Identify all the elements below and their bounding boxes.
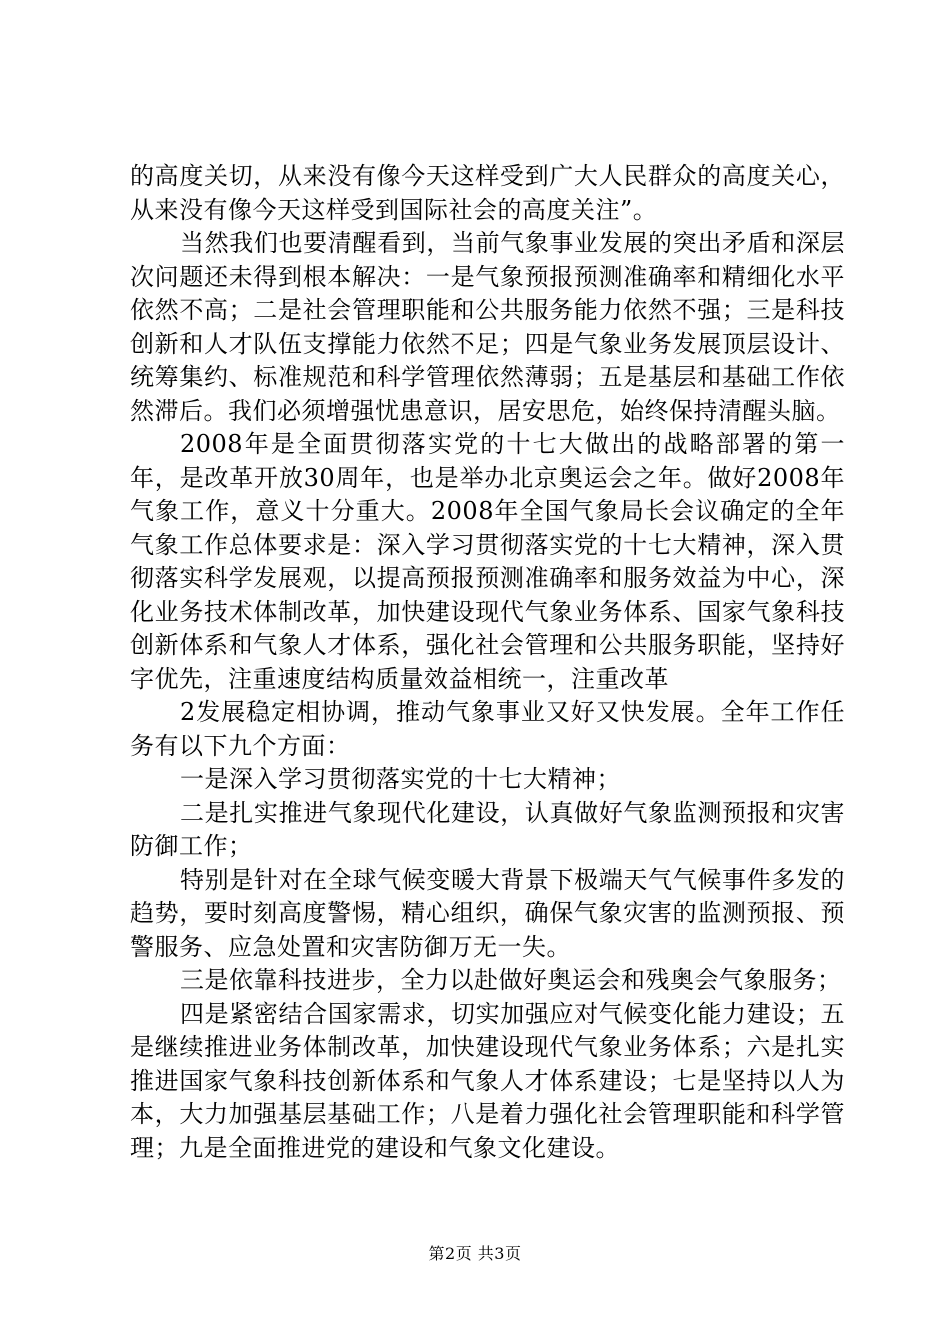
paragraph-7: 特别是针对在全球气候变暖大背景下极端天气气候事件多发的趋势，要时刻高度警惕，精心组织，确保气象灾害的监测预报、预警服务、应急处置和灾害防御万无一失。 xyxy=(130,865,845,961)
paragraph-4: 2发展稳定相协调，推动气象事业又好又快发展。全年工作任务有以下九个方面： xyxy=(130,698,845,760)
paragraph-5: 一是深入学习贯彻落实党的十七大精神； xyxy=(180,765,621,793)
document-body xyxy=(130,160,845,1165)
paragraph-2: 当然我们也要清醒看到，当前气象事业发展的突出矛盾和深层次问题还未得到根本解决：一是气象预报预测准确率和精细化水平依然不高；二是社会管理职能和公共服务能力依然不强；三是科技创新和人才队伍支撑能力依然不足；四是气象业务发展顶层设计、统筹集约、标准规范和科学管理依然薄弱；五是基层和基础工作依然滞后。我们必须增强忧患意识，居安思危，始终保持清醒头脑。 xyxy=(130,229,845,425)
paragraph-8: 三是依靠科技进步，全力以赴做好奥运会和残奥会气象服务； xyxy=(180,966,842,994)
paragraph-1: 的高度关切，从来没有像今天这样受到广大人民群众的高度关心，从来没有像今天这样受到国际社会的高度关注”。 xyxy=(130,162,845,224)
paragraph-9: 四是紧密结合国家需求，切实加强应对气候变化能力建设；五是继续推进业务体制改革，加快建设现代气象业务体系；六是扎实推进国家气象科技创新体系和气象人才体系建设；七是坚持以人为本，大力加强基层基础工作；八是着力强化社会管理职能和科学管理；九是全面推进党的建设和气象文化建设。 xyxy=(130,999,845,1162)
paragraph-6: 二是扎实推进气象现代化建设，认真做好气象监测预报和灾害防御工作； xyxy=(130,798,845,860)
paragraph-3: 2008年是全面贯彻落实党的十七大做出的战略部署的第一年，是改革开放30周年，也是举办北京奥运会之年。做好2008年气象工作，意义十分重大。2008年全国气象局长会议确定的全年气象工作总体要求是：深入学习贯彻落实党的十七大精神，深入贯彻落实科学发展观，以提高预报预测准确率和服务效益为中心，深化业务技术体制改革，加快建设现代气象业务体系、国家气象科技创新体系和气象人才体系，强化社会管理和公共服务职能，坚持好字优先，注重速度结构质量效益相统一，注重改革 xyxy=(130,430,845,693)
page-footer: 第2页 共3页 xyxy=(428,1244,522,1263)
